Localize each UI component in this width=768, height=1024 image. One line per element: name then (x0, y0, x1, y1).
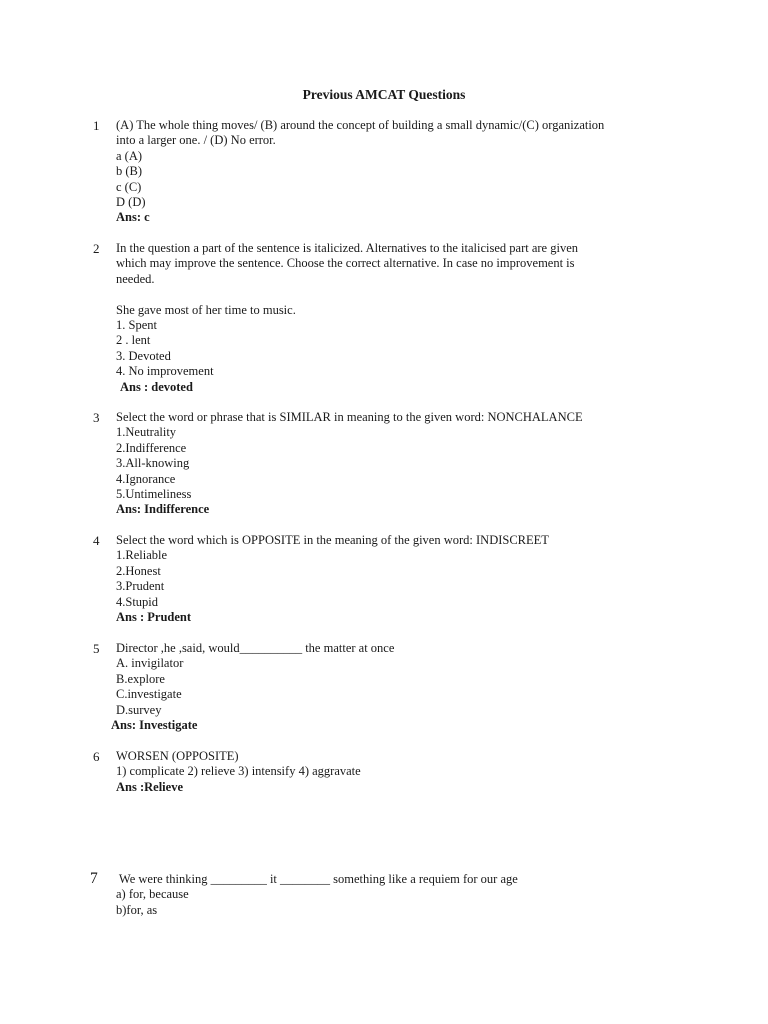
option-1: 1. Spent (116, 318, 157, 333)
question-number: 5 (93, 641, 100, 656)
page-title: Previous AMCAT Questions (302, 87, 466, 102)
blank-line (116, 287, 676, 302)
option-3: 3.Prudent (116, 579, 165, 594)
question-number: 4 (93, 533, 100, 548)
answer: Ans: Investigate (111, 718, 198, 733)
question-number: 1 (93, 118, 100, 133)
option-4: 4. No improvement (116, 364, 214, 379)
question-text: Select the word or phrase that is SIMILAR in meaning to the given word: NONCHALANCE (116, 410, 583, 424)
option-d: D (D) (116, 195, 146, 210)
question-body (111, 641, 676, 733)
question-text: In the question a part of the sentence is italicized. Alternatives to the italicised part are given (116, 241, 578, 255)
answer: Ans : devoted (120, 379, 193, 394)
question-body (116, 410, 676, 518)
question-number: 2 (93, 241, 100, 256)
question-number: 3 (93, 410, 100, 425)
question-body (116, 749, 676, 795)
option-3: 3. Devoted (116, 348, 171, 363)
option-2: 2 . lent (116, 333, 151, 348)
option-4: 4.Stupid (116, 594, 159, 609)
option-1: 1.Neutrality (116, 425, 177, 440)
question-text: which may improve the sentence. Choose the correct alternative. In case no improvement is (116, 256, 575, 271)
answer: Ans: c (116, 210, 150, 225)
option-a: A. invigilator (116, 656, 184, 671)
answer: Ans :Relieve (116, 779, 183, 794)
option-3: 3.All-knowing (116, 456, 190, 471)
option-c: c (C) (116, 179, 142, 194)
answer: Ans : Prudent (116, 610, 192, 625)
option-a: a (A) (116, 148, 143, 163)
question-body (116, 872, 676, 918)
question-text: Select the word which is OPPOSITE in the meaning of the given word: INDISCREET (116, 533, 549, 547)
option-2: 2.Indifference (116, 440, 187, 455)
question-number: 6 (93, 749, 100, 764)
option-a: a) for, because (116, 887, 189, 902)
option-d: D.survey (116, 702, 162, 717)
option-5: 5.Untimeliness (116, 487, 192, 502)
question-text: needed. (116, 271, 155, 286)
question-body (116, 241, 676, 395)
question-text: Director ,he ,said, would__________ the matter at once (116, 641, 395, 655)
question-text: WORSEN (OPPOSITE) (116, 749, 239, 763)
option-c: C.investigate (116, 687, 182, 702)
option-b: b)for, as (116, 902, 158, 917)
question-body (116, 533, 676, 625)
question-body (116, 118, 676, 226)
option-4: 4.Ignorance (116, 471, 176, 486)
option-b: b (B) (116, 164, 143, 179)
options-line: 1) complicate 2) relieve 3) intensify 4) aggravate (116, 764, 361, 779)
question-number: 7 (90, 870, 98, 887)
option-2: 2.Honest (116, 563, 161, 578)
question-sentence: She gave most of her time to music. (116, 302, 296, 317)
option-b: B.explore (116, 671, 165, 686)
question-text: into a larger one. / (D) No error. (116, 133, 276, 148)
option-1: 1.Reliable (116, 548, 168, 563)
answer: Ans: Indifference (116, 502, 210, 517)
question-text: (A) The whole thing moves/ (B) around the concept of building a small dynamic/(C) organization (116, 118, 605, 132)
question-text: We were thinking _________ it ________ something like a requiem for our age (116, 872, 518, 886)
